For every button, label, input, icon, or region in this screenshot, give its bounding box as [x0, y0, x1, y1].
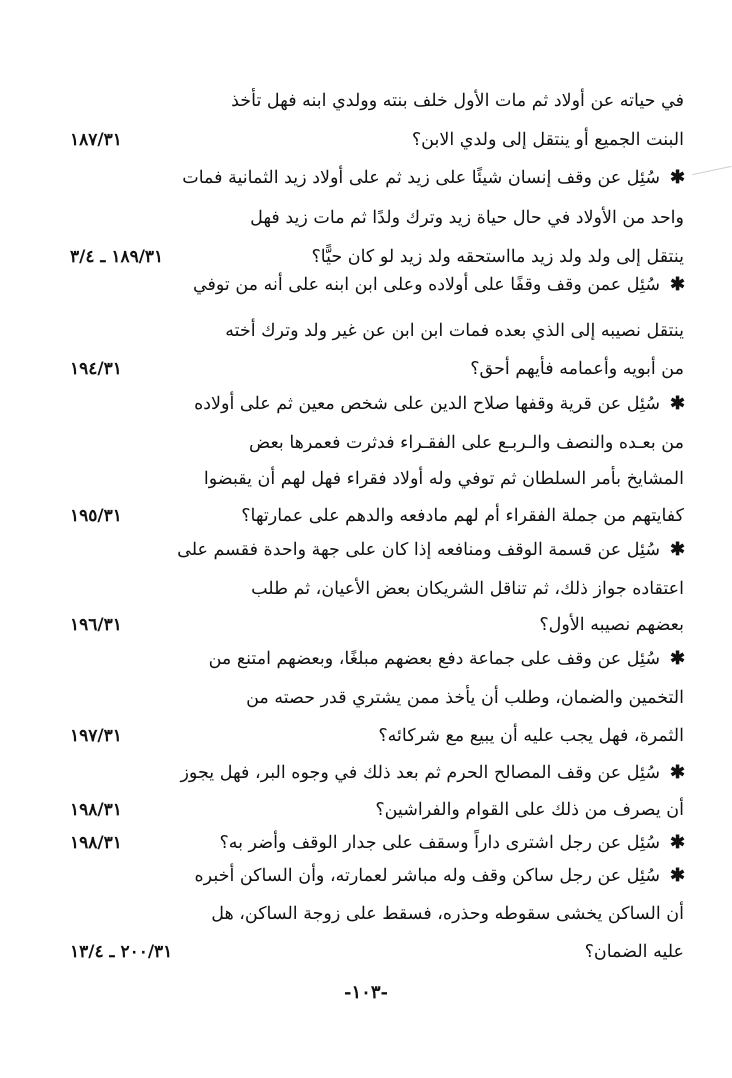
text-line: ينتقل نصيبه إلى الذي بعده فمات ابن ابن عن غير ولد وترك أخته	[225, 321, 684, 341]
text-line: سُئِل عن رجل ساكن وقف وله مباشر لعمارته، وأن الساكن أخبره	[194, 866, 660, 886]
text-line: أن يصرف من ذلك على القوام والفراشين؟	[375, 800, 684, 820]
text-line: اعتقاده جواز ذلك، ثم تناقل الشريكان بعض الأعيان، ثم طلب	[251, 579, 684, 599]
text-line: الثمرة، فهل يجب عليه أن يبيع مع شركائه؟	[378, 726, 684, 746]
bullet-star-icon: ✱	[670, 274, 686, 295]
reference-number: ١٩٧/٣١	[70, 726, 122, 746]
reference-number: ١٩٦/٣١	[70, 615, 122, 635]
reference-number: ١٨٧/٣١	[70, 130, 122, 150]
text-line: البنت الجميع أو ينتقل إلى ولدي الابن؟	[411, 130, 684, 150]
reference-number: ١٩٨/٣١	[70, 833, 122, 853]
reference-number: ٢٠٠/٣١ ـ ١٣/٤	[70, 942, 173, 962]
text-line: سُئِل عن وقف على جماعة دفع بعضهم مبلغًا، وبعضهم امتنع من	[208, 649, 660, 669]
text-line: واحد من الأولاد في حال حياة زيد وترك ولدًا ثم مات زيد فهل	[250, 208, 684, 228]
bullet-star-icon: ✱	[670, 648, 686, 669]
text-line: سُئِل عن قسمة الوقف ومنافعه إذا كان على جهة واحدة فقسم على	[177, 540, 660, 560]
text-line: كفايتهم من جملة الفقراء أم لهم مادفعه والدهم على عمارتها؟	[241, 506, 684, 526]
reference-number: ١٩٨/٣١	[70, 800, 122, 820]
text-line: التخمين والضمان، وطلب أن يأخذ ممن يشتري قدر حصته من	[246, 688, 684, 708]
text-line: سُئِل عن رجل اشترى داراً وسقف على جدار الوقف وأضر به؟	[219, 833, 660, 853]
bullet-star-icon: ✱	[670, 762, 686, 783]
bullet-star-icon: ✱	[670, 539, 686, 560]
text-line: من بعـده والنصف والـربـع على الفقـراء فدثرت فعمرها بعض	[249, 433, 684, 453]
text-line: سُئِل عمن وقف وقفًا على أولاده وعلى ابن ابنه على أنه من توفي	[192, 275, 660, 295]
text-line: عليه الضمان؟	[584, 942, 684, 962]
text-line: من أبويه وأعمامه فأيهم أحق؟	[470, 359, 684, 379]
reference-number: ١٩٤/٣١	[70, 359, 122, 379]
bullet-star-icon: ✱	[670, 832, 686, 853]
bullet-star-icon: ✱	[670, 865, 686, 886]
text-line: أن الساكن يخشى سقوطه وحذره، فسقط على زوجة الساكن، هل	[211, 904, 684, 924]
text-line: المشايخ بأمر السلطان ثم توفي وله أولاد فقراء فهل لهم أن يقبضوا	[203, 469, 684, 489]
text-line: سُئِل عن وقف إنسان شيئًا على زيد ثم على أولاد زيد الثمانية فمات	[182, 168, 660, 188]
page-number: -١٠٣-	[344, 982, 388, 1003]
text-line: سُئِل عن قرية وقفها صلاح الدين على شخص معين ثم على أولاده	[194, 394, 660, 414]
bullet-star-icon: ✱	[670, 167, 686, 188]
scan-mark	[692, 166, 732, 176]
reference-number: ١٩٥/٣١	[70, 506, 122, 526]
text-line: سُئِل عن وقف المصالح الحرم ثم بعد ذلك في وجوه البر، فهل يجوز	[180, 763, 660, 783]
text-line: بعضهم نصيبه الأول؟	[539, 615, 684, 635]
bullet-star-icon: ✱	[670, 393, 686, 414]
reference-number: ١٨٩/٣١ ـ ٣/٤	[70, 247, 164, 267]
text-line: في حياته عن أولاد ثم مات الأول خلف بنته وولدي ابنه فهل تأخذ	[231, 91, 684, 111]
text-line: ينتقل إلى ولد ولد زيد مااستحقه ولد زيد لو كان حيًّا؟	[311, 247, 684, 267]
